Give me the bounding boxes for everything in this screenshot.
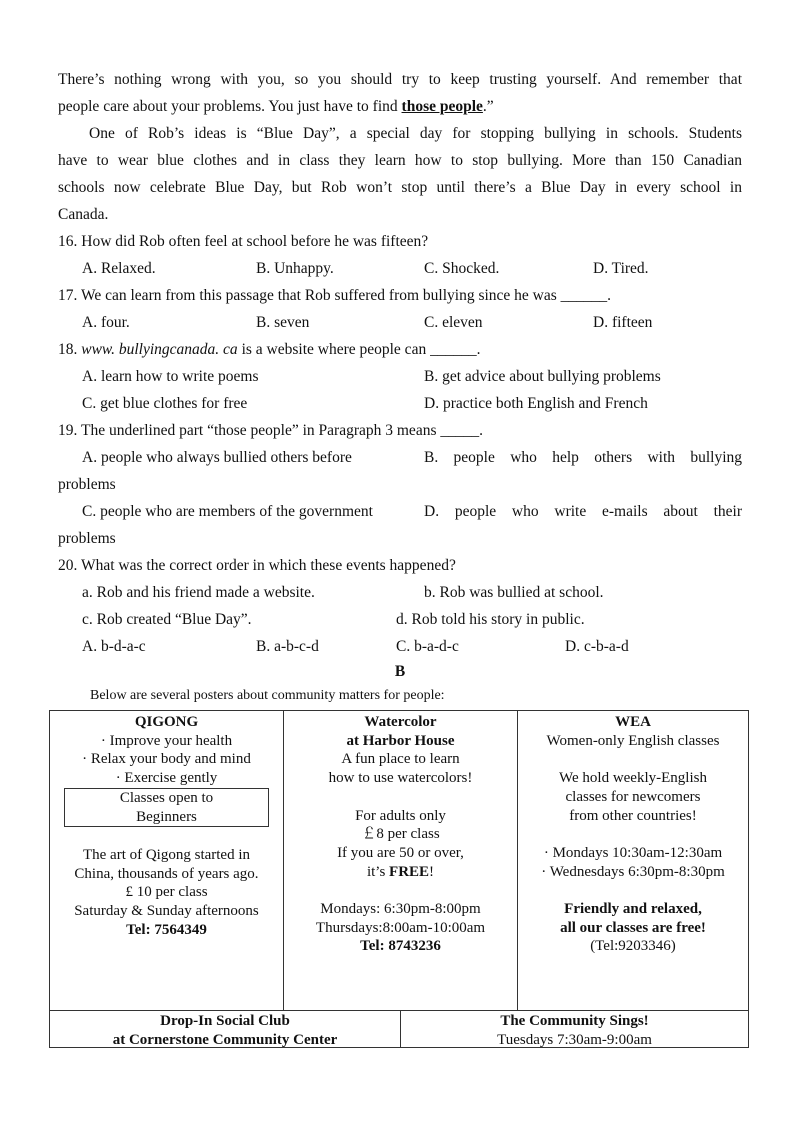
poster-subtitle: Women-only English classes: [546, 732, 720, 749]
section-intro: Below are several posters about community matters for people:: [90, 688, 445, 703]
schedule: Thursdays:8:00am-10:00am: [315, 919, 486, 936]
poster-title: Drop-In Social Club: [160, 1013, 290, 1029]
option[interactable]: A. Relaxed.: [82, 260, 156, 277]
option[interactable]: A. b-d-a-c: [82, 638, 146, 655]
schedule: Saturday & Sunday afternoons: [74, 903, 259, 920]
price: ￡8 per class: [361, 826, 440, 843]
option[interactable]: D. Tired.: [593, 260, 649, 277]
website-url: www. bullyingcanada. ca: [81, 341, 238, 358]
phone-number: Tel: 8743236: [360, 938, 441, 955]
poster-social-club: [50, 1012, 400, 1049]
option[interactable]: B. seven: [256, 314, 310, 331]
phone-number: Tel: 7564349: [126, 921, 207, 938]
option[interactable]: D. practice both English and French: [424, 395, 648, 412]
option[interactable]: B. a-b-c-d: [256, 638, 319, 655]
poster-title: QIGONG: [134, 714, 199, 730]
option[interactable]: B. get advice about bullying problems: [424, 368, 661, 385]
option-continuation: problems: [58, 476, 116, 493]
bullet-item: · Relax your body and mind: [82, 751, 251, 768]
poster-subtitle: at Cornerstone Community Center: [112, 1031, 338, 1048]
description-line: China, thousands of years ago.: [74, 865, 259, 882]
schedule: Mondays: 6:30pm-8:00pm: [320, 901, 481, 918]
description-line: how to use watercolors!: [328, 770, 473, 787]
option[interactable]: B. people who help others with bullying: [424, 449, 742, 466]
question-stem: 19. The underlined part “those people” in Paragraph 3 means _____.: [58, 422, 483, 439]
poster-title: The Community Sings!: [500, 1013, 649, 1029]
highlight-line: Friendly and relaxed,: [564, 901, 702, 918]
beginners-box: [64, 788, 269, 827]
description-line: We hold weekly-English: [559, 770, 707, 787]
bullet-item: · Exercise gently: [115, 770, 218, 787]
event-item: a. Rob and his friend made a website.: [82, 584, 315, 601]
passage-line: Canada.: [58, 206, 109, 223]
discount-note: If you are 50 or over,: [337, 844, 464, 861]
option[interactable]: A. four.: [82, 314, 130, 331]
event-item: c. Rob created “Blue Day”.: [82, 611, 252, 628]
option[interactable]: A. people who always bullied others before: [82, 449, 352, 466]
row-divider: [50, 1010, 748, 1011]
option[interactable]: C. Shocked.: [424, 260, 500, 277]
event-item: b. Rob was bullied at school.: [424, 584, 604, 601]
option[interactable]: C. eleven: [424, 314, 483, 331]
question-stem: 20. What was the correct order in which these events happened?: [58, 557, 456, 574]
option[interactable]: B. Unhappy.: [256, 260, 334, 277]
passage-text: .”: [482, 98, 494, 115]
passage-text: people care about your problems. You just have to find: [58, 98, 402, 115]
schedule: Tuesdays 7:30am-9:00am: [497, 1031, 652, 1048]
poster-subtitle: at Harbor House: [346, 732, 455, 749]
option[interactable]: C. people who are members of the government: [82, 503, 373, 520]
bullet-item: · Improve your health: [100, 732, 233, 749]
poster-title: Watercolor: [364, 714, 437, 730]
phone-number: (Tel:9203346): [590, 938, 676, 955]
highlight-line: all our classes are free!: [560, 919, 706, 936]
audience: For adults only: [355, 807, 446, 824]
option[interactable]: D. fifteen: [593, 314, 653, 331]
description-line: classes for newcomers: [565, 788, 701, 805]
box-line: Classes open to: [119, 789, 214, 806]
poster-wea: [518, 713, 748, 956]
question-number: 18.: [58, 341, 82, 358]
description-line: The art of Qigong started in: [82, 846, 251, 863]
passage-line: One of Rob’s ideas is “Blue Day”, a special day for stopping bullying in schools. Students: [89, 125, 742, 142]
option[interactable]: A. learn how to write poems: [82, 368, 259, 385]
option[interactable]: D. c-b-a-d: [565, 638, 629, 655]
underlined-phrase: those people: [401, 98, 483, 115]
poster-watercolor: [284, 713, 517, 956]
box-line: Beginners: [136, 808, 197, 825]
passage-line: There’s nothing wrong with you, so you should try to keep trusting yourself. And remember that: [58, 71, 742, 88]
passage-line: schools now celebrate Blue Day, but Rob won’t stop until there’s a Blue Day in every school in: [58, 179, 742, 196]
option[interactable]: C. b-a-d-c: [396, 638, 459, 655]
poster-qigong: [50, 713, 283, 939]
passage-line: [58, 97, 494, 117]
poster-community-sings: [401, 1012, 748, 1049]
passage-line: have to wear blue clothes and in class they learn how to stop bullying. More than 150 Canadian: [58, 152, 742, 169]
schedule: · Mondays 10:30am-12:30am: [543, 844, 723, 861]
option[interactable]: C. get blue clothes for free: [82, 395, 248, 412]
schedule: · Wednesdays 6:30pm-8:30pm: [541, 863, 725, 880]
poster-title: WEA: [615, 714, 651, 730]
description-line: A fun place to learn: [341, 751, 460, 768]
question-stem: 16. How did Rob often feel at school before he was fifteen?: [58, 233, 429, 250]
question-text: is a website where people can ______.: [237, 341, 481, 358]
event-item: d. Rob told his story in public.: [396, 611, 585, 628]
option-continuation: problems: [58, 530, 116, 547]
question-stem: [58, 340, 480, 360]
description-line: from other countries!: [569, 807, 697, 824]
free-note: it’s FREE!: [366, 863, 435, 880]
question-stem: 17. We can learn from this passage that Rob suffered from bullying since he was ______.: [58, 287, 612, 304]
price: £ 10 per class: [125, 884, 208, 901]
option[interactable]: D. people who write e-mails about their: [424, 503, 742, 520]
section-heading: B: [394, 663, 406, 680]
posters-table: [49, 710, 749, 1048]
